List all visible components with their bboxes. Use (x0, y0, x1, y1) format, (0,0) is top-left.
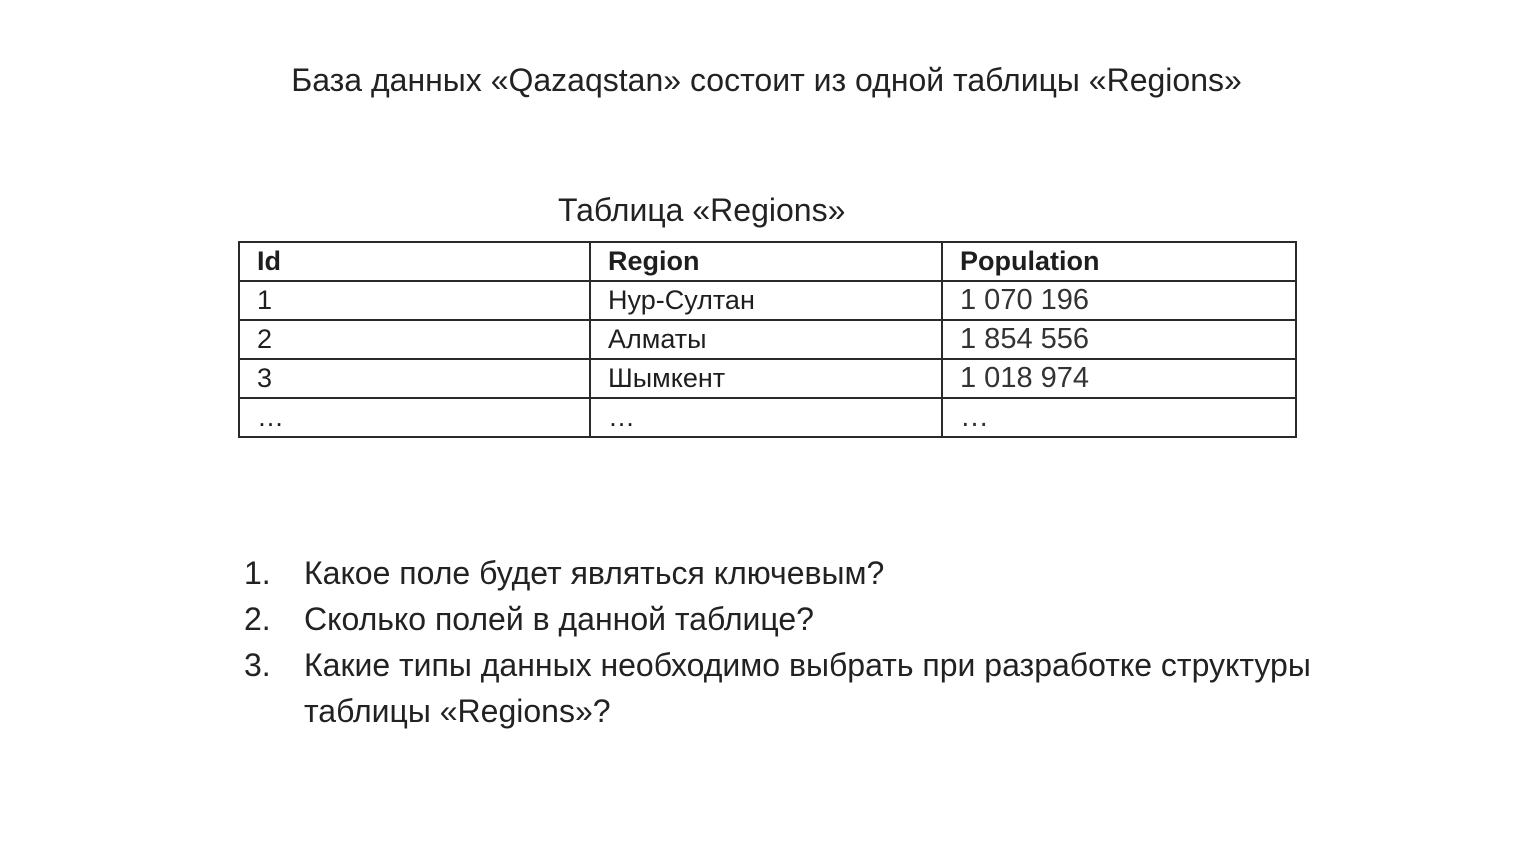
cell-population: 1 070 196 (942, 281, 1296, 320)
cell-region: Алматы (590, 320, 942, 359)
table-row (239, 281, 1296, 320)
table-row (239, 359, 1296, 398)
cell-id: … (239, 398, 590, 437)
regions-table (238, 241, 1297, 438)
table-caption: Таблица «Regions» (558, 192, 846, 228)
slide-title: База данных «Qazaqstan» состоит из одной таблицы «Regions» (291, 62, 1242, 98)
table-header-row (239, 242, 1296, 281)
column-header-region: Region (590, 242, 942, 281)
question-text: Какое поле будет являться ключевым? (304, 555, 885, 591)
table-row (239, 320, 1296, 359)
question-number: 3. (244, 647, 271, 683)
list-item (244, 642, 1344, 734)
question-list (244, 550, 1344, 734)
question-text: Какие типы данных необходимо выбрать при разработке структуры таблицы «Regions»? (304, 647, 1311, 729)
question-number: 2. (244, 601, 271, 637)
cell-region: Шымкент (590, 359, 942, 398)
cell-population: … (942, 398, 1296, 437)
column-header-id: Id (239, 242, 590, 281)
cell-region: Нур-Султан (590, 281, 942, 320)
cell-id: 1 (239, 281, 590, 320)
cell-region: … (590, 398, 942, 437)
cell-population: 1 018 974 (942, 359, 1296, 398)
question-text: Сколько полей в данной таблице? (304, 601, 814, 637)
cell-id: 3 (239, 359, 590, 398)
list-item (244, 596, 1344, 642)
cell-id: 2 (239, 320, 590, 359)
question-number: 1. (244, 555, 271, 591)
table-row (239, 398, 1296, 437)
list-item (244, 550, 1344, 596)
cell-population: 1 854 556 (942, 320, 1296, 359)
column-header-population: Population (942, 242, 1296, 281)
